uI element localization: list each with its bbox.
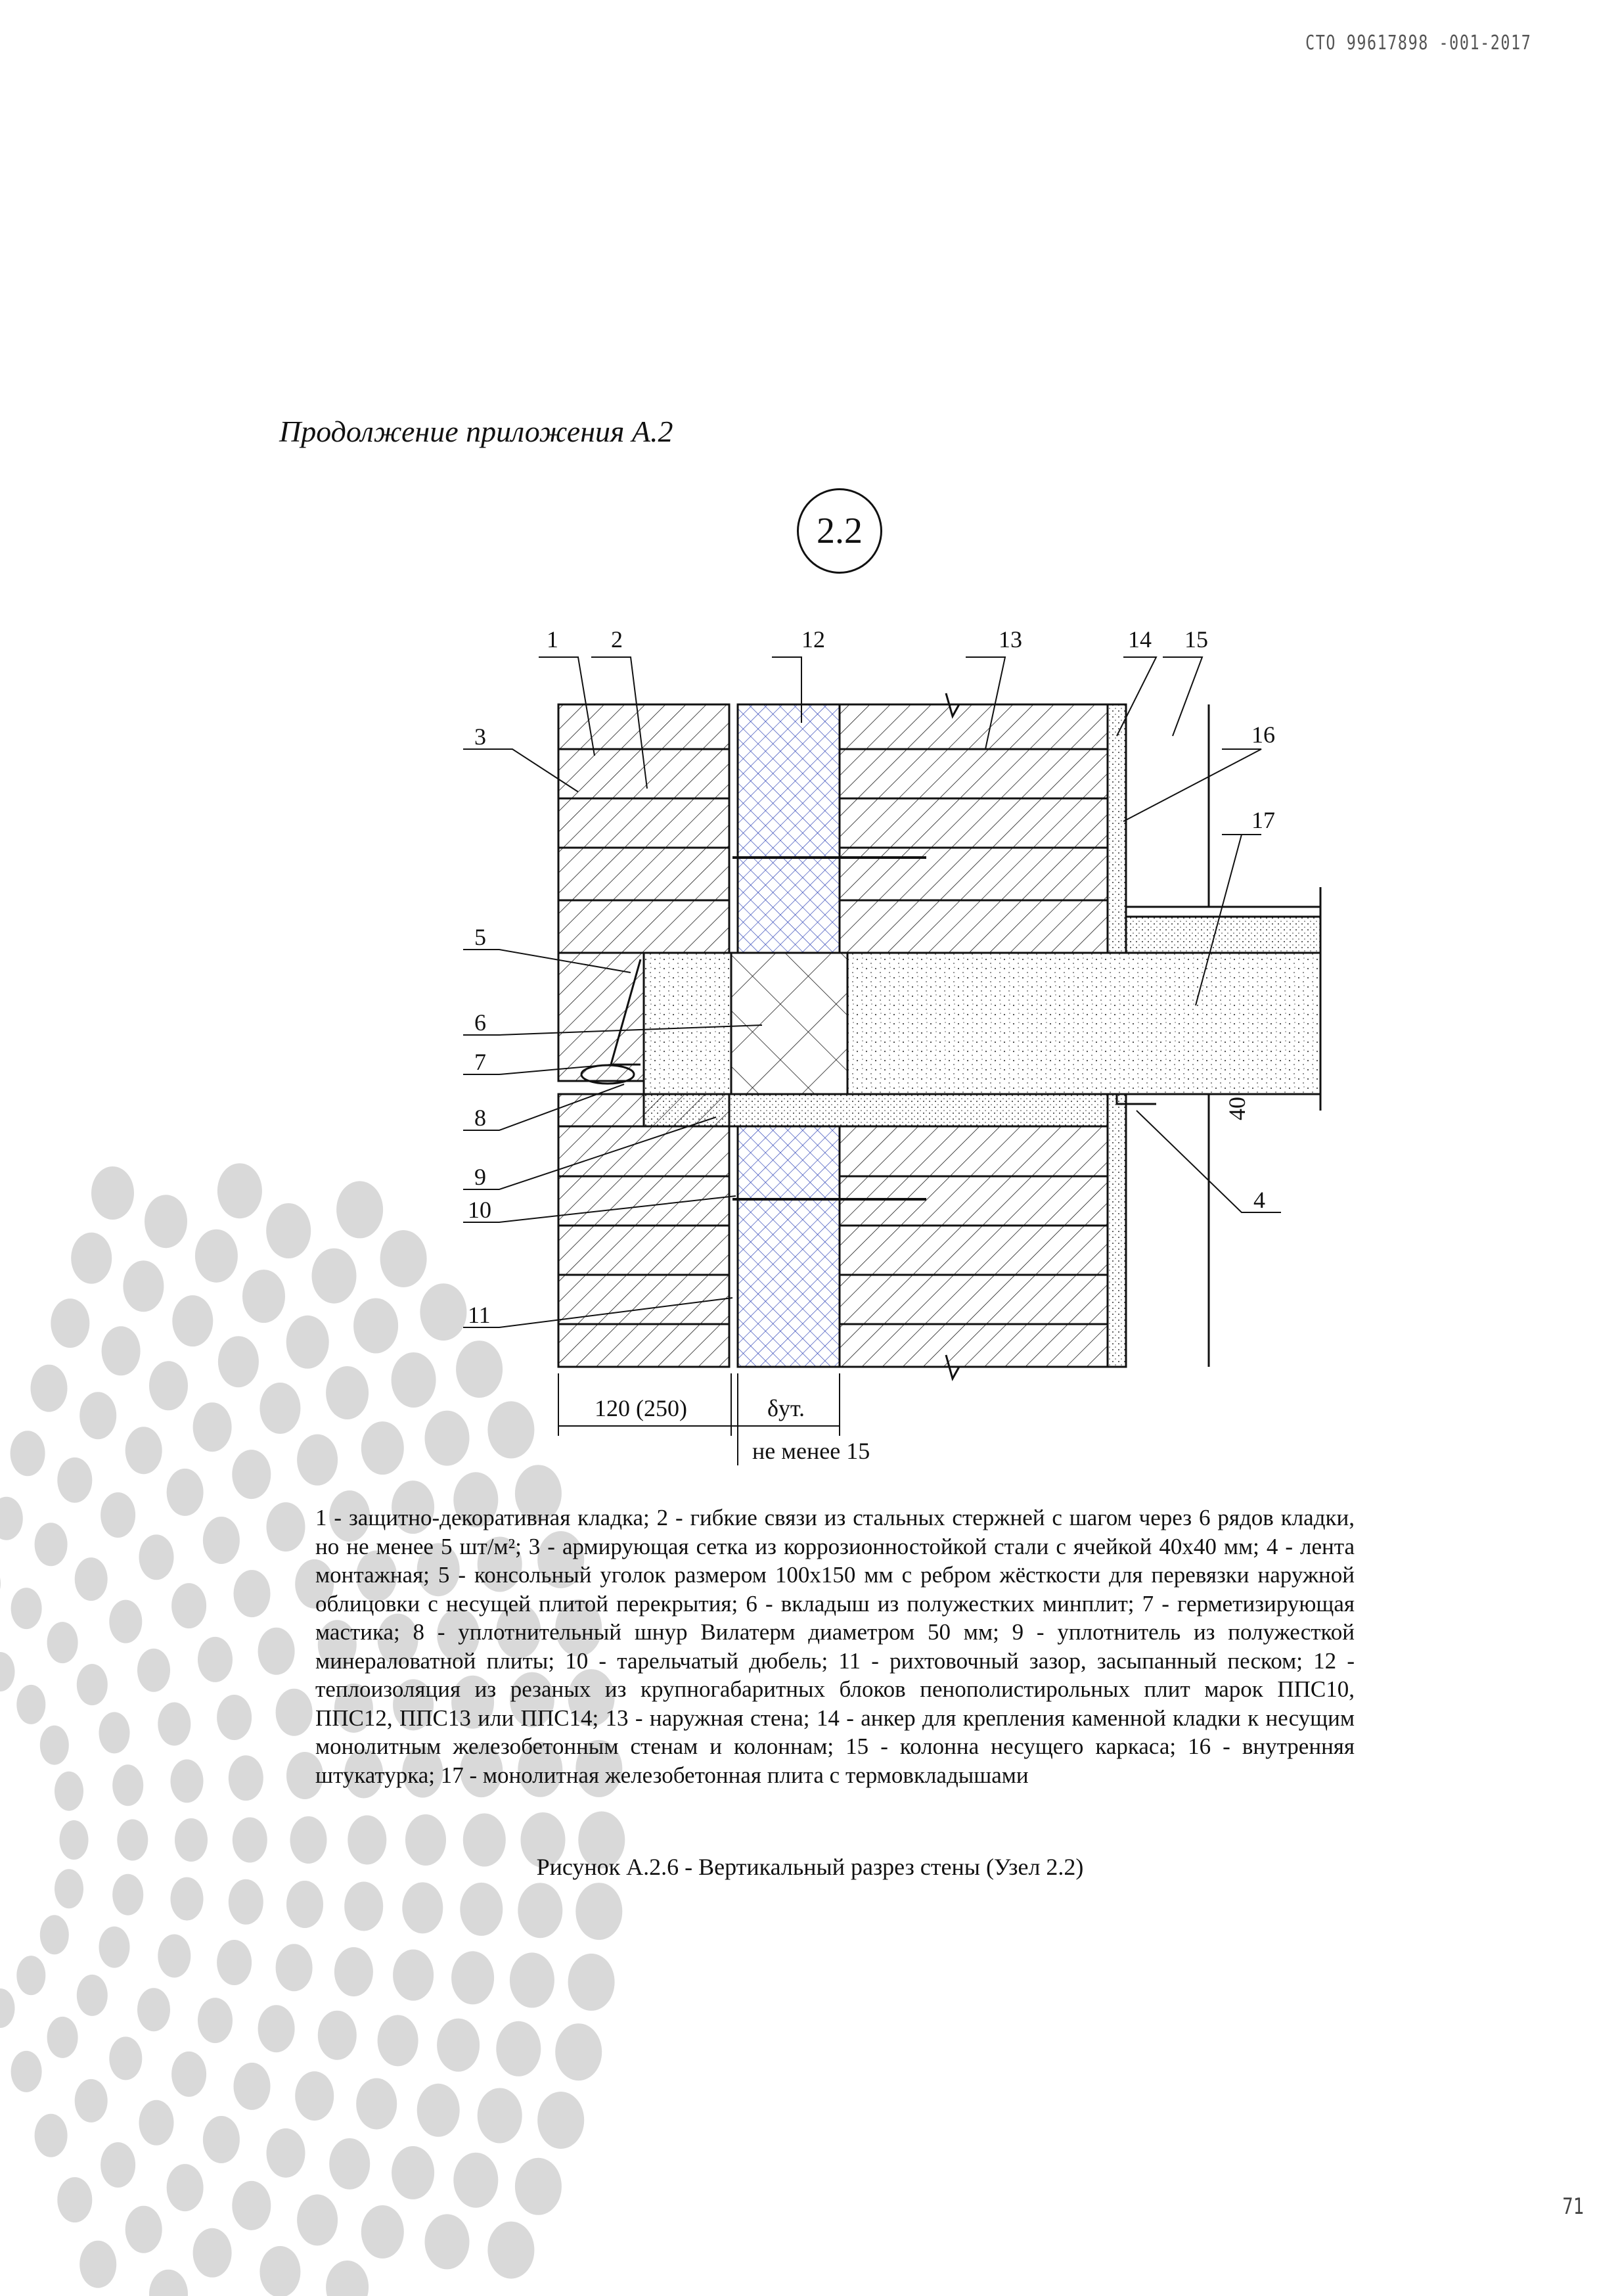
node-number: 2.2 [817,511,863,551]
callout-14: 14 [1128,626,1152,653]
callout-10: 10 [468,1197,491,1223]
callout-15: 15 [1184,626,1208,653]
callout-13: 13 [999,626,1022,653]
legend-text: 1 - защитно-декоративная кладка; 2 - гибкие связи из стальных стержней с шагом через 6 рядов кладки, но не менее 5 шт/м²; 3 - армирующая сетка из коррозионностойкой стали с ячейкой 40х40 мм; 4 - лента монтажная; 5 - консольный уголок размером 100х150 мм с ребром жёсткости для перевязки наружной облицовки с несущей плитой перекрытия; 6 - вкладыш из полужестких минплит; 7 - герметизирующая мастика; 8 - уплотнительный шнур Вилатерм диаметром 50 мм; 9 - уплотнитель из полужесткой минераловатной плиты; 10 - тарельчатый дюбель; 11 - рихтовочный зазор, засыпанный песком; 12 - теплоизоляция из резаных из крупногабаритных блоков пенополистирольных плит марок ППС10, ППС12, ППС13 или ППС14; 13 - наружная стена; 14 - анкер для крепления каменной кладки к несущим монолитным железобетонным стенам и колоннам; 15 - колонна несущего каркаса; 16 - внутренняя штукатурка; 17 - монолитная железобетонная плита с термовкладышами [315,1505,1355,1788]
page-number: 71 [1562,2193,1584,2220]
callout-2: 2 [611,626,623,653]
callout-11: 11 [468,1302,491,1328]
document-code: СТО 99617898 -001-2017 [1305,32,1531,55]
callout-6: 6 [474,1009,486,1036]
callout-1: 1 [547,626,558,653]
callout-17: 17 [1251,807,1275,833]
callout-8: 8 [474,1105,486,1131]
callout-9: 9 [474,1164,486,1190]
callout-5: 5 [474,924,486,950]
callout-3: 3 [474,723,486,750]
dim-gap: не менее 15 [752,1438,870,1464]
figure-caption: Рисунок А.2.6 - Вертикальный разрез стены (Узел 2.2) [536,1854,1084,1880]
continuation-title: Продолжение приложения А.2 [279,415,673,448]
callout-4: 4 [1253,1187,1265,1213]
dim-outer-leaf: 120 (250) [595,1395,687,1421]
dim-anchor-offset: 40 [1224,1097,1250,1120]
callout-12: 12 [801,626,825,653]
callout-16: 16 [1251,722,1275,748]
callout-7: 7 [474,1049,486,1075]
dim-insulation: δут. [767,1395,805,1421]
